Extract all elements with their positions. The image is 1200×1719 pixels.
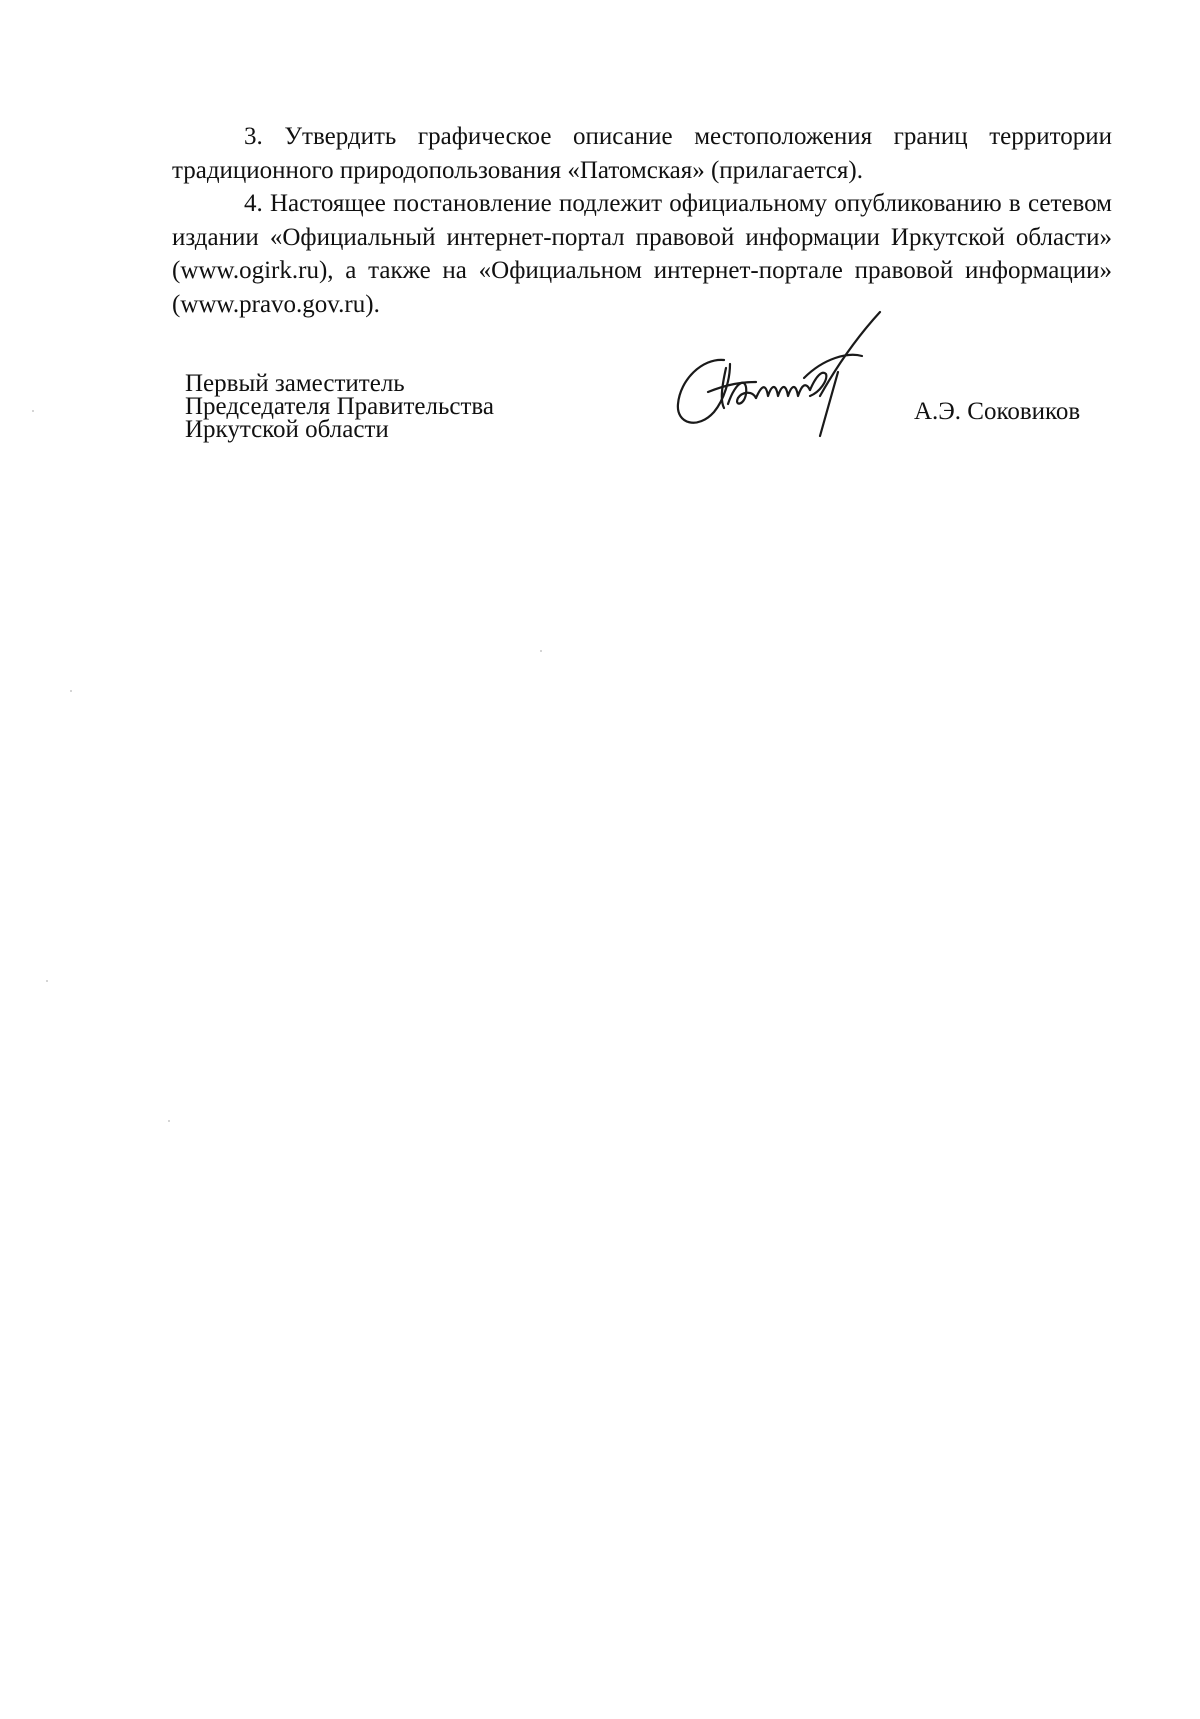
handwritten-signature xyxy=(672,308,902,448)
signer-title-line: Председателя Правительства xyxy=(185,393,494,420)
signer-title xyxy=(185,372,494,441)
paragraph-4: 4. Настоящее постановление подлежит официальному опубликованию в сетевом издании «Официальный интернет-портал правовой информации Иркутской области» (www.ogirk.ru), а также на «Официальном интернет-портале правовой информации» (www.pravo.gov.ru). xyxy=(172,190,1112,318)
scan-speck xyxy=(540,650,542,652)
signer-title-line: Первый заместитель xyxy=(185,370,405,397)
scan-speck xyxy=(168,1120,170,1122)
paragraph-3: 3. Утвердить графическое описание местоположения границ территории традиционного природопользования «Патомская» (прилагается). xyxy=(172,123,1112,184)
scan-speck xyxy=(46,980,48,982)
signer-title-line: Иркутской области xyxy=(185,416,389,443)
scan-speck xyxy=(32,410,34,412)
document-body xyxy=(172,120,1112,321)
scan-speck xyxy=(70,690,72,692)
signer-name: А.Э. Соковиков xyxy=(914,398,1081,425)
